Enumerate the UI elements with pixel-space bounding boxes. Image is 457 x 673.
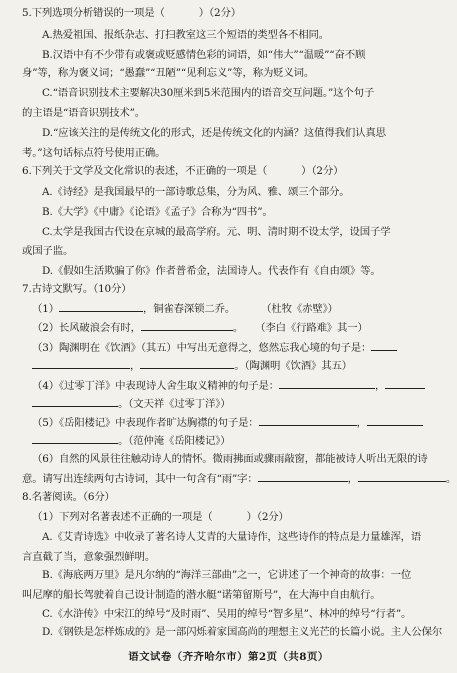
q8-sub1-score: ）（2分） — [246, 511, 289, 523]
q8-sub1-stem: （1）下列对名著表述不正确的一项是（ — [32, 511, 213, 523]
q7-item-3-comma: ， — [130, 360, 141, 372]
q7-item-1-source: （杜牧《赤壁》） — [261, 303, 338, 315]
q6-score: ）（2分） — [301, 165, 344, 177]
q7-item-4-cont — [32, 396, 457, 411]
q7-item-4-comma: ， — [375, 380, 386, 392]
q7-item-4-source: 。（文天祥《过零丁洋》） — [118, 398, 231, 410]
q6-option-d: D.《假如生活欺骗了你》作者普希金，法国诗人。代表作有《自由颂》等。 — [42, 265, 381, 277]
q7-item-6-cont — [22, 471, 457, 486]
q8-stem: 8.名著阅读。（6分） — [22, 491, 115, 503]
q7-blank-4c[interactable] — [32, 396, 118, 407]
q7-item-1-num: （1） — [32, 303, 59, 315]
q7-stem: 7.古诗文默写。（10分） — [22, 283, 132, 295]
q7-blank-4b[interactable] — [385, 378, 425, 389]
q6-option-a: A.《诗经》是我国最早的一部诗歌总集，分为风、雅、颂三个部分。 — [42, 186, 350, 198]
q5-stem: 5.下列选项分析错误的一项是（ — [22, 7, 165, 19]
q7-item-3-cont — [32, 358, 457, 373]
q5-stem-line — [22, 6, 457, 20]
q6-stem: 6.下列关于文学及文化常识的表述，不正确的一项是（ — [22, 165, 268, 177]
q5-option-d: D.“应该关注的是传统文化的形式，还是传统文化的内涵？这值得我们认真思 — [42, 127, 386, 139]
q7-blank-4a[interactable] — [279, 378, 375, 389]
q7-blank-5c[interactable] — [32, 433, 118, 444]
q7-item-5-text: （5）《岳阳楼记》中表现作者旷达胸襟的句子是： — [32, 417, 259, 429]
q8-option-b-cont: 叫尼摩的船长驾驶着自己设计制造的潜水艇“诺第留斯号”，在大海中自由航行。 — [22, 589, 381, 601]
q5-option-b-cont: 身”等，称为褒义词；“愚蠢”“丑陋”“见利忘义”等，称为贬义词。 — [22, 67, 315, 79]
q7-item-2 — [32, 320, 457, 335]
q7-item-5-cont — [32, 433, 457, 448]
q7-blank-6b[interactable] — [358, 471, 446, 482]
q7-item-2-text: （2）长风破浪会有时， — [32, 322, 141, 334]
q7-item-6-comma: ， — [347, 473, 358, 485]
q8-option-d: D.《钢铁是怎样炼成的》是一部闪烁着家国高尚的理想主义光芒的长篇小说。主人公保尔 — [42, 626, 443, 638]
q7-item-6-text: 意。请写出连续两句古诗词，其中一句含有“雨”字： — [22, 473, 258, 485]
q7-blank-3b[interactable] — [32, 358, 130, 369]
q7-item-5-comma: ， — [356, 417, 367, 429]
q6-option-c: C.太学是我国古代设在京城的最高学府。元、明、清时期不设太学，设国子学 — [42, 226, 391, 238]
q8-sub1-line — [32, 510, 457, 524]
q7-blank-3c[interactable] — [140, 358, 234, 369]
q6-option-b: B.《大学》《中庸》《论语》《孟子》合称为“四书”。 — [42, 206, 273, 218]
q5-option-d-cont: 考。”这句话标点符号使用正确。 — [22, 147, 166, 159]
page-footer: 语文试卷（齐齐哈尔市）第2页（共8页） — [128, 651, 329, 663]
q6-stem-line — [22, 164, 457, 178]
q7-item-3 — [32, 340, 457, 355]
q5-option-a: A.热爱祖国、报纸杂志、打扫教室这三个短语的类型各不相同。 — [42, 29, 330, 41]
q5-option-b: B.汉语中有不少带有或褒或贬感情色彩的词语，如“伟大”“温暖”“奋不顾 — [42, 49, 366, 61]
q7-item-5-source: 。（范仲淹《岳阳楼记》） — [118, 435, 231, 447]
q7-item-1-text: ，铜雀春深锁二乔。 — [142, 303, 236, 315]
q8-option-a-cont: 言直截了当，意象强烈鲜明。 — [22, 551, 156, 563]
q5-option-c-cont: 的主语是“语音识别技术”。 — [22, 107, 145, 119]
q8-option-b: B.《海底两万里》是凡尔纳的“海洋三部曲”之一，它讲述了一个神奇的故事：一位 — [42, 569, 412, 581]
q7-blank-5a[interactable] — [259, 415, 357, 426]
q7-item-6: （6）自然的风景往往触动诗人的情怀。微雨拂面或骤雨敲窗，都能被诗人听出无限的诗 — [32, 453, 428, 465]
q7-blank-3a[interactable] — [371, 340, 397, 351]
q7-item-6-end: 。 — [445, 473, 457, 485]
q8-option-c: C.《水浒传》中宋江的绰号“及时雨”、吴用的绰号“智多星”、林冲的绰号“行者”。 — [42, 608, 412, 620]
q7-item-4 — [32, 378, 457, 393]
q5-option-c: C.“语音识别技术主要解决30厘米到5米范围内的语音交互问题。”这个句子 — [42, 87, 375, 99]
q7-item-3-source: 。（陶渊明《饮酒》其五） — [234, 360, 352, 372]
q7-item-2-end: 。 — [232, 322, 244, 334]
q7-item-2-source: （李白《行路难》其一） — [255, 322, 368, 334]
q7-item-1 — [32, 301, 457, 316]
q7-item-4-text: （4）《过零丁洋》中表现诗人舍生取义精神的句子是： — [32, 380, 280, 392]
q6-option-c-cont: 或国子监。 — [22, 245, 74, 257]
q8-option-a: A.《艾青诗选》中收录了著名诗人艾青的大量诗作，这些诗作的特点是力量雄浑，语 — [42, 531, 422, 543]
q7-blank-2[interactable] — [141, 320, 233, 331]
q7-blank-1[interactable] — [59, 301, 143, 312]
q7-blank-6a[interactable] — [258, 471, 348, 482]
q7-item-3-text: （3）陶渊明在《饮酒》（其五）中写出无意得之，悠然忘我心境的句子是： — [32, 342, 372, 354]
q7-item-5 — [32, 415, 457, 430]
q7-blank-5b[interactable] — [367, 415, 423, 426]
q5-score: ）（2分） — [198, 7, 241, 19]
